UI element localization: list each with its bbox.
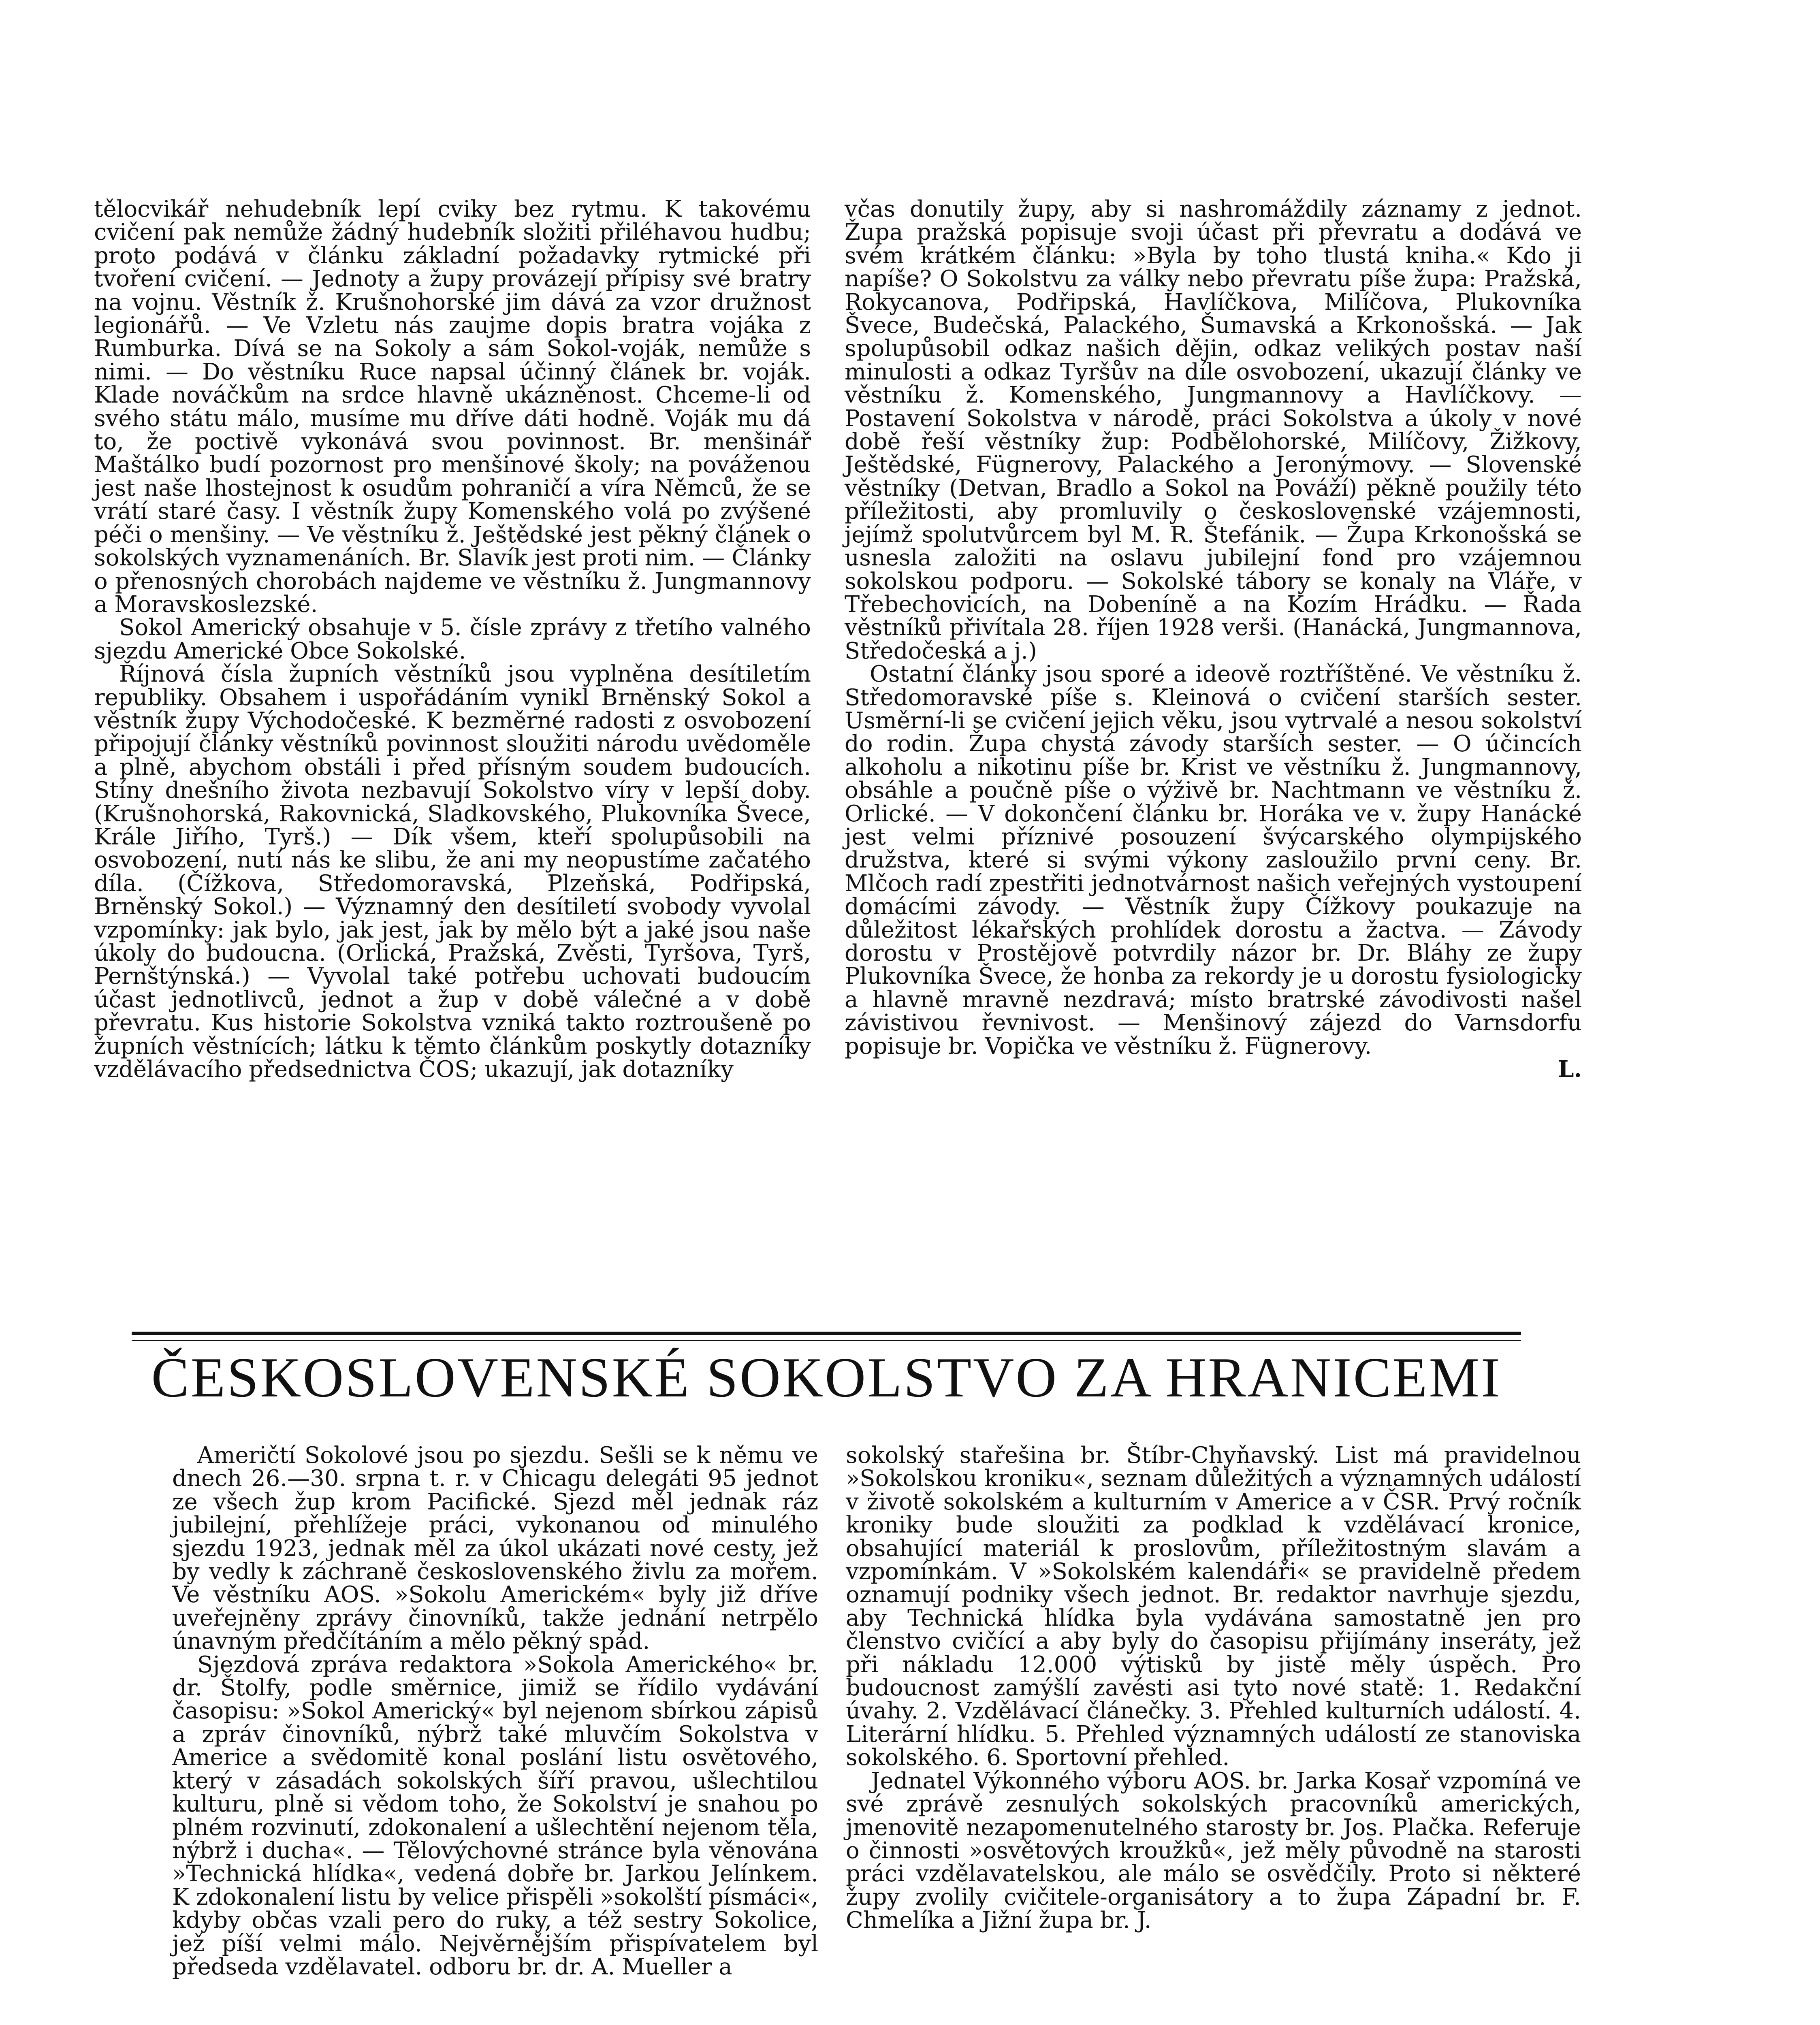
paragraph: sokolský stařešina br. Štíbr-Chyňavský. List má pravidelnou »Sokolskou kroniku«, seznam důležitých a významných událostí v životě sokolském a kulturním v Americe a v ČSR. Prvý ročník kroniky bude sloužiti za podklad k vzdělávací kronice, obsahující materiál k proslovům, příležitostným slavám a vzpomínkám. V »Sokolském kalendáři« se pravidelně předem oznamují podniky všech jednot. Br. redaktor navrhuje sjezdu, aby Technická hlídka byla vydávána samostatně jen pro členstvo cvičící a aby byly do časopisu přijímány inseráty, jež při nákladu 12.000 výtisků by jistě měly úspěch. Pro budoucnost zamýšlí zavésti asi tyto nové statě: 1. Redakční úvahy. 2. Vzdělávací článečky. 3. Přehled kulturních událostí. 4. Literární hlídku. 5. Přehled významných událostí ze stanoviska sokolského. 6. Sportovní přehled. — [846, 1442, 1581, 1771]
paragraph: včas donutily župy, aby si nashromáždily záznamy z jednot. Župa pražská popisuje svoji účast při převratu a dodává ve svém krátkém článku: »Byla by toho tlustá kniha.« Kdo ji napíše? O Sokolstvu za války nebo převratu píše župa: Pražská, Rokycanova, Podřipská, Havlíčkova, Milíčova, Plukovníka Švece, Budečská, Palackého, Šumavská a Krkonošská. — Jak spolupůsobil odkaz našich dějin, odkaz velikých postav naší minulosti a odkaz Tyršův na díle osvobození, ukazují články ve věstníku ž. Komenského, Jungmannovy a Havlíčkovy. — Postavení Sokolstva v národě, práci Sokolstva a úkoly v nové době řeší věstníky žup: Podbělohorské, Milíčovy, Žižkovy, Ještědské, Fügnerovy, Palackého a Jeronýmovy. — Slovenské věstníky (Detvan, Bradlo a Sokol na Pováží) pěkně použily této příležitosti, aby promluvily o československé vzájemnosti, jejímž spolutvůrcem byl M. R. Štefánik. — Župa Krkonošská se usnesla založiti na oslavu jubilejní fond pro vzájemnou sokolskou podporu. — Sokolské tábory se konaly na Vláře, v Třebechovicích, na Dobeníně a na Kozím Hrádku. — Řada věstníků přivítala 28. říjen 1928 verši. (Hanácká, Jungmannova, Středočeská a j.) — [845, 196, 1582, 664]
paragraph: Jednatel Výkonného výboru AOS. br. Jarka Kosař vzpomíná ve své zprávě zesnulých sokolských pracovníků amerických, jmenovitě nezapomenutelného starosty br. Jos. Plačka. Referuje o činnosti »osvětových kroužků«, jež měly původně na starosti práci vzdělavatelskou, ale málo se osvědčily. Proto si některé župy zvolily cvičitele-organisátory a to župa Západní br. F. Chmelíka a Jižní župa br. J. — [846, 1767, 1581, 1934]
article-column-top-right — [845, 198, 1582, 1283]
article-column-top-left — [94, 198, 811, 1283]
article-column-bottom-right — [846, 1444, 1581, 2025]
paragraph: Sjezdová zpráva redaktora »Sokola Amerického« br. dr. Štolfy, podle směrnice, jimiž se řídilo vydávání časopisu: »Sokol Americký« byl nejenom sbírkou zápisů a zpráv činovníků, nýbrž také mluvčím Sokolstva v Americe a svědomitě konal poslání listu osvětového, který v zásadách sokolských šíří pravou, ušlechtilou kulturu, plně si vědom toho, že Sokolství je snahou po plném rozvinutí, zdokonalení a ušlechtění nejenom těla, nýbrž i ducha«. — Tělovýchovné stránce byla věnována »Technická hlídka«, vedená dobře br. Jarkou Jelínkem. K zdokonalení listu by velice přispěli »sokolští písmáci«, kdyby občas vzali pero do ruky, a též sestry Sokolice, jež píší velmi málo. Nejvěrnějším přispívatelem byl předseda vzdělavatel. odboru br. dr. A. Mueller a — [172, 1651, 818, 1980]
paragraph: Říjnová čísla župních věstníků jsou vyplněna desítiletím republiky. Obsahem i uspořádáním vynikl Brněnský Sokol a věstník župy Východočeské. K bezměrné radosti z osvobození připojují články věstníků povinnost sloužiti národu uvědoměle a plně, abychom obstáli i před přísným soudem budoucích. Stíny dnešního života nezbavují Sokolstvo víry v lepší doby. (Krušnohorská, Rakovnická, Sladkovského, Plukovníka Švece, Krále Jiřího, Tyrš.) — Dík všem, kteří spolupůsobili na osvobození, nutí nás ke slibu, že ani my neopustíme začatého díla. (Čížkova, Středomoravská, Plzeňská, Podřipská, Brněnský Sokol.) — Významný den desítiletí svobody vyvolal vzpomínky: jak bylo, jak jest, jak by mělo být a jaké jsou naše úkoly do budoucna. (Orlická, Pražská, Zvěsti, Tyršova, Tyrš, Pernštýnská.) — Vyvolal také potřebu uchovati budoucím účast jednotlivců, jednot a žup v době válečné a v době převratu. Kus historie Sokolstva vzniká takto roztroušeně po župních věstnících; látku k těmto článkům poskytly dotazníky vzdělávacího předsednictva ČOS; ukazují, jak dotazníky — [94, 661, 811, 1083]
paragraph: Ostatní články jsou sporé a ideově roztříštěné. Ve věstníku ž. Středomoravské píše s. Kleinová o cvičení starších sester. Usměrní-li se cvičení jejich věku, jsou vytrvalé a nesou sokolství do rodin. Župa chystá závody starších sester. — O účincích alkoholu a nikotinu píše br. Krist ve věstníku ž. Jungmannovy, obsáhle a poučně píše o výživě br. Nachtmann ve věstníku ž. Orlické. — V dokončení článku br. Horáka ve v. župy Hanácké jest velmi příznivé posouzení švýcarského olympijského družstva, které si svými výkony zasloužilo první ceny. Br. Mlčoch radí zpestřiti jednotvárnost našich veřejných vystoupení domácími závody. — Věstník župy Čížkovy poukazuje na důležitost lékařských prohlídek dorostu a žactva. — Závody dorostu v Prostějově potvrdily názor br. Dr. Bláhy ze župy Plukovníka Švece, že honba za rekordy je u dorostu fysiologicky a hlavně mravně nezdravá; místo bratrské závodivosti našel závistivou řevnivost. — Menšinový zájezd do Varnsdorfu popisuje br. Vopička ve věstníku ž. Fügnerovy. — [845, 661, 1582, 1059]
article-column-bottom-left — [172, 1444, 818, 2025]
paragraph: Sokol Americký obsahuje v 5. čísle zprávy z třetího valného sjezdu Americké Obce Sokolské. — [94, 614, 811, 664]
section-divider-thick — [132, 1332, 1521, 1335]
section-divider-thin — [132, 1340, 1521, 1341]
section-heading: ČESKOSLOVENSKÉ SOKOLSTVO ZA HRANICEMI — [151, 1346, 1502, 1409]
paragraph: Američtí Sokolové jsou po sjezdu. Sešli se k němu ve dnech 26.—30. srpna t. r. v Chicagu delegáti 95 jednot ze všech žup krom Pacifické. Sjezd měl jednak ráz jubilejní, přehlížeje práci, vykonanou od minulého sjezdu 1923, jednak měl za úkol ukázati nové cesty, jež by vedly k záchraně československého živlu za mořem. Ve věstníku AOS. »Sokolu Americkém« byly již dříve uveřejněny zprávy činovníků, takže jednání netrpělo únavným předčítáním a mělo pěkný spád. — [172, 1442, 818, 1655]
paragraph: tělocvikář nehudebník lepí cviky bez rytmu. K takovému cvičení pak nemůže žádný hudebník složiti přiléhavou hudbu; proto podává v článku základní požadavky rytmické při tvoření cvičení. — Jednoty a župy provázejí přípisy své bratry na vojnu. Věstník ž. Krušnohorské jim dává za vzor družnost legionářů. — Ve Vzletu nás zaujme dopis bratra vojáka z Rumburka. Dívá se na Sokoly a sám Sokol-voják, nemůže s nimi. — Do věstníku Ruce napsal účinný článek br. voják. Klade nováčkům na srdce hlavně ukázněnost. Chceme-li od svého státu málo, musíme mu dříve dáti hodně. Voják mu dá to, že poctivě vykonává svou povinnost. Br. menšinář Maštálko budí pozornost pro menšinové školy; na pováženou jest naše lhostejnost k osudům pohraničí a víra Němců, že se vrátí staré časy. I věstník župy Komenského volá po zvýšené péči o menšiny. — Ve věstníku ž. Ještědské jest pěkný článek o sokolských vyznamenáních. Br. Slavík jest proti nim. — Články o přenosných chorobách najdeme ve věstníku ž. Jungmannovy a Moravskoslezské. — [94, 196, 811, 618]
author-signature: L. — [1558, 1056, 1582, 1083]
